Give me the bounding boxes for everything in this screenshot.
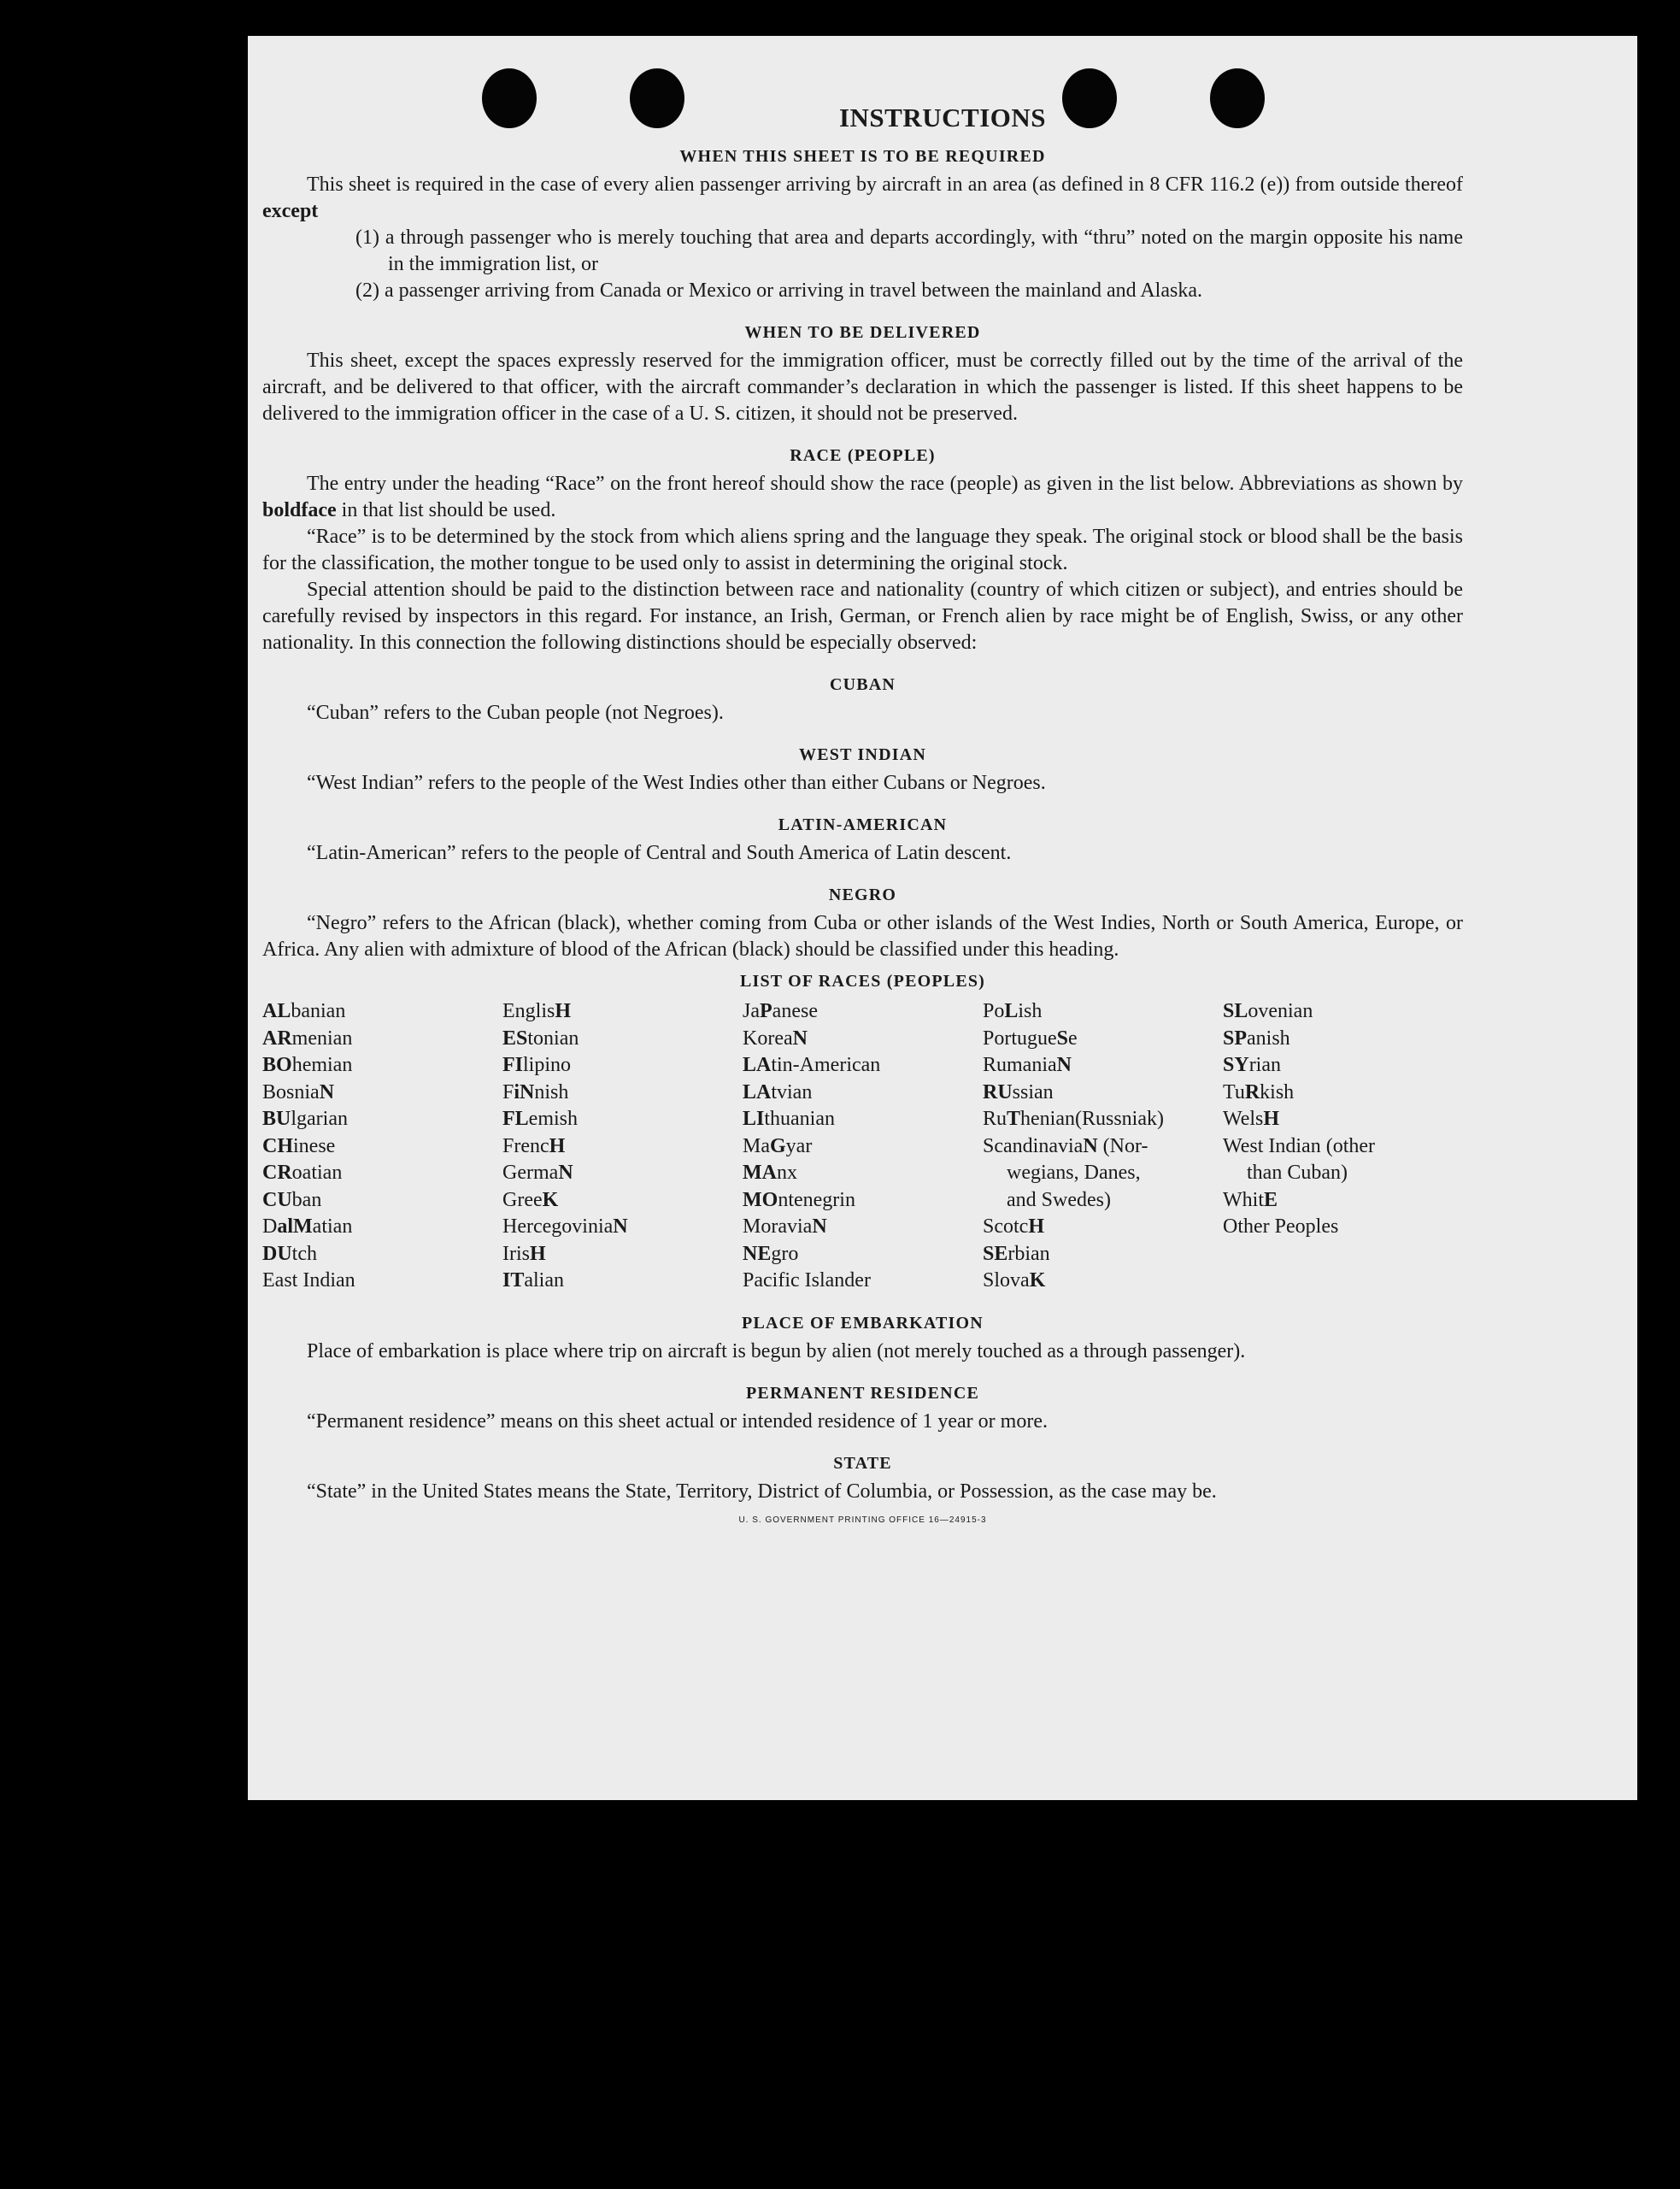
race-entry — [743, 1080, 983, 1107]
race-entry — [502, 1026, 743, 1053]
race-entry — [743, 1268, 983, 1295]
paragraph: This sheet, except the spaces expressly reserved for the immigration officer, must be correctly filled out by the time of the arrival of the aircraft, and be delivered to that officer, with the aircraft commander’s declaration in which the passenger is listed. If this sheet happens to be delivered to the immigration officer in the case of a U. S. citizen, it should not be preserved. — [262, 350, 1463, 425]
race-abbreviation: H — [549, 1134, 566, 1157]
section-heading: WHEN TO BE DELIVERED — [744, 323, 981, 342]
paragraph: “West Indian” refers to the people of the West Indies other than either Cubans or Negroes. — [307, 772, 1046, 794]
race-text: thuanian — [764, 1108, 835, 1130]
race-entry — [262, 1106, 502, 1133]
race-text: erma — [517, 1162, 559, 1184]
race-entry — [262, 1268, 502, 1295]
race-entry — [262, 1133, 502, 1161]
race-entry — [262, 1160, 502, 1187]
race-text: and Swedes) — [1007, 1188, 1111, 1211]
race-abbreviation: N — [319, 1080, 335, 1103]
race-entry — [502, 1133, 743, 1161]
race-entry — [983, 1106, 1223, 1133]
race-text: Pacific Islander — [743, 1269, 871, 1292]
race-abbreviation: al — [277, 1215, 294, 1238]
race-abbreviation: K — [542, 1188, 559, 1211]
race-text: kish — [1260, 1080, 1295, 1103]
race-text: candinavia — [994, 1134, 1084, 1157]
race-text: menian — [291, 1027, 353, 1050]
race-entry — [743, 1160, 983, 1187]
race-text: emish — [528, 1108, 578, 1130]
races-column — [1223, 998, 1463, 1295]
race-entry — [743, 1214, 983, 1241]
race-entry — [1223, 1133, 1463, 1161]
race-text: atian — [312, 1215, 353, 1238]
race-abbreviation: S — [1056, 1027, 1069, 1050]
race-text: M — [743, 1134, 761, 1157]
race-text: S — [983, 1134, 995, 1157]
race-entry — [983, 1160, 1223, 1187]
race-abbreviation: BU — [262, 1108, 291, 1130]
race-text: umania — [996, 1054, 1057, 1076]
section-heading: CUBAN — [829, 675, 896, 694]
race-entry — [262, 1214, 502, 1241]
section-heading: RACE (PEOPLE) — [790, 446, 936, 465]
paragraph-text: This sheet is required in the case of every alien passenger arriving by aircraft in an area (as defined in 8 CFR 116.2 (e)) from outside thereof — [307, 174, 1463, 196]
race-text: J — [743, 1000, 751, 1022]
race-text: cotc — [994, 1215, 1029, 1238]
race-entry — [743, 1026, 983, 1053]
race-entry — [262, 1026, 502, 1053]
race-text: P — [983, 1000, 995, 1022]
race-text: anese — [772, 1000, 818, 1022]
race-abbreviation: N — [558, 1162, 573, 1184]
race-text: ovenian — [1248, 1000, 1313, 1022]
race-abbreviation: H — [1263, 1108, 1280, 1130]
race-text: M — [743, 1215, 761, 1238]
race-abbreviation: N — [792, 1027, 808, 1050]
race-abbreviation: IT — [502, 1269, 525, 1292]
race-entry — [502, 1241, 743, 1268]
race-entry — [502, 1052, 743, 1080]
race-text: osnia — [276, 1080, 320, 1103]
race-text: o — [994, 1000, 1005, 1022]
race-text: R — [983, 1054, 997, 1076]
race-abbreviation: R — [1244, 1080, 1260, 1103]
race-text: nx — [776, 1162, 797, 1184]
race-abbreviation: SY — [1223, 1054, 1249, 1076]
race-text: renc — [514, 1134, 549, 1157]
race-abbreviation: NE — [743, 1242, 772, 1265]
race-abbreviation: LI — [743, 1108, 765, 1130]
race-abbreviation: BO — [262, 1054, 292, 1076]
race-text: a — [761, 1134, 770, 1157]
section-heading: NEGRO — [828, 886, 897, 904]
race-entry — [1223, 998, 1463, 1026]
race-abbreviation: FL — [502, 1108, 529, 1130]
race-text: u — [996, 1108, 1007, 1130]
race-abbreviation: AR — [262, 1027, 292, 1050]
section-heading: LIST OF RACES (PEOPLES) — [739, 972, 986, 991]
race-text: Other Peoples — [1223, 1215, 1339, 1238]
race-entry — [983, 1241, 1223, 1268]
race-text: ish — [1018, 1000, 1043, 1022]
paragraph — [262, 471, 1463, 524]
race-text: P — [983, 1027, 995, 1050]
race-entry — [1223, 1106, 1463, 1133]
race-text: F — [502, 1080, 514, 1103]
race-text: S — [983, 1269, 995, 1292]
race-text: West Indian (other — [1223, 1134, 1376, 1157]
race-abbreviation: E — [1264, 1188, 1278, 1211]
race-entry — [262, 1241, 502, 1268]
race-text: W — [1223, 1188, 1242, 1211]
paragraph: “Cuban” refers to the Cuban people (not Negroes). — [307, 702, 724, 724]
race-abbreviation: G — [770, 1134, 786, 1157]
race-text: T — [1223, 1080, 1235, 1103]
paragraph: “Negro” refers to the African (black), whether coming from Cuba or other islands of the West Indies, North or South America, Europe, or Africa. Any alien with admixture of blood of the African (black) should be classified under this heading. — [262, 912, 1463, 961]
race-entry — [983, 998, 1223, 1026]
race-text: oravia — [761, 1215, 813, 1238]
race-entry — [1223, 1052, 1463, 1080]
race-entry — [262, 998, 502, 1026]
race-abbreviation: N — [1083, 1134, 1098, 1157]
races-list — [262, 998, 1463, 1295]
race-abbreviation: H — [530, 1242, 546, 1265]
race-text: rbian — [1007, 1242, 1050, 1265]
race-entry — [743, 1241, 983, 1268]
races-column — [502, 998, 743, 1295]
race-abbreviation: FI — [502, 1054, 523, 1076]
race-entry — [502, 1214, 743, 1241]
instruction-sheet — [248, 36, 1637, 1800]
race-abbreviation: N — [812, 1215, 827, 1238]
paragraph: Place of embarkation is place where trip on aircraft is begun by alien (not merely touched as a through passenger). — [307, 1339, 1246, 1362]
race-abbreviation: L — [1004, 1000, 1019, 1022]
race-abbreviation: H — [1028, 1215, 1045, 1238]
race-entry — [1223, 1160, 1463, 1187]
race-text: nish — [534, 1080, 569, 1103]
race-text: ree — [517, 1188, 543, 1211]
paragraph: “Latin-American” refers to the people of Central and South America of Latin descent. — [307, 842, 1012, 864]
race-entry — [262, 1052, 502, 1080]
race-abbreviation: P — [760, 1000, 772, 1022]
race-entry — [502, 1160, 743, 1187]
race-text: ntenegrin — [778, 1188, 855, 1211]
race-text: East Indian — [262, 1269, 355, 1292]
section-heading: STATE — [833, 1453, 892, 1473]
paragraph: “Permanent residence” means on this sheet actual or intended residence of 1 year or more. — [307, 1409, 1048, 1433]
race-entry — [743, 1187, 983, 1215]
race-abbreviation: N — [613, 1215, 628, 1238]
instructions-body — [262, 138, 1463, 1525]
race-entry — [502, 998, 743, 1026]
race-abbreviation: M — [293, 1215, 313, 1238]
race-text: lipino — [523, 1054, 572, 1076]
race-entry — [1223, 1214, 1463, 1241]
race-entry — [262, 1187, 502, 1215]
race-text: F — [502, 1134, 514, 1157]
race-text: G — [502, 1188, 518, 1211]
races-column — [262, 998, 502, 1295]
race-text: ortugue — [994, 1027, 1057, 1050]
race-abbreviation: N — [1056, 1054, 1072, 1076]
section-heading: PERMANENT RESIDENCE — [745, 1383, 980, 1403]
race-entry — [1223, 1080, 1463, 1107]
race-text: tin-American — [771, 1054, 881, 1076]
race-abbreviation: SE — [983, 1242, 1008, 1265]
races-column — [983, 998, 1223, 1295]
race-text: tvian — [771, 1080, 813, 1103]
race-abbreviation: RU — [983, 1080, 1013, 1103]
section-heading: LATIN-AMERICAN — [778, 815, 948, 834]
race-abbreviation: SL — [1223, 1000, 1248, 1022]
race-abbreviation: T — [1007, 1108, 1021, 1130]
race-text: inese — [293, 1134, 336, 1157]
bold-text: except — [262, 200, 319, 222]
race-text: oatian — [291, 1162, 343, 1184]
race-entry — [743, 1052, 983, 1080]
paragraph-text: The entry under the heading “Race” on the front hereof should show the race (people) as given in the list below. Abbreviations as shown by — [307, 473, 1463, 495]
race-text: R — [983, 1108, 997, 1130]
races-column — [743, 998, 983, 1295]
race-text: hit — [1242, 1188, 1264, 1211]
race-text: orea — [757, 1027, 793, 1050]
race-entry — [983, 1133, 1223, 1161]
race-entry — [983, 1026, 1223, 1053]
section-heading: WHEN THIS SHEET IS TO BE REQUIRED — [679, 147, 1046, 166]
paragraph — [262, 172, 1463, 225]
race-abbreviation: LA — [743, 1080, 772, 1103]
race-text: ercegovinia — [517, 1215, 614, 1238]
race-entry — [262, 1080, 502, 1107]
race-text: u — [1234, 1080, 1245, 1103]
race-entry — [502, 1268, 743, 1295]
section-heading: PLACE OF EMBARKATION — [742, 1313, 984, 1333]
race-text: nglis — [514, 1000, 555, 1022]
race-abbreviation: LA — [743, 1054, 772, 1076]
race-abbreviation: ES — [502, 1027, 528, 1050]
race-abbreviation: CU — [262, 1188, 292, 1211]
page-title: INSTRUCTIONS — [838, 103, 1046, 132]
race-entry — [983, 1052, 1223, 1080]
race-text: hemian — [291, 1054, 353, 1076]
race-text: ris — [509, 1242, 530, 1265]
race-entry — [502, 1106, 743, 1133]
list-item: (1) a through passenger who is merely touching that area and departs accordingly, with “thru” noted on the margin opposite his name in the immigration list, or — [355, 227, 1463, 275]
race-abbreviation: AL — [262, 1000, 291, 1022]
list-item: (2) a passenger arriving from Canada or Mexico or arriving in travel between the mainland and Alaska. — [355, 280, 1202, 302]
paragraph: “State” in the United States means the State, Territory, District of Columbia, or Possession, as the case may be. — [307, 1480, 1217, 1503]
race-text: K — [743, 1027, 758, 1050]
race-abbreviation: MO — [743, 1188, 778, 1211]
race-text: wegians, Danes, — [1007, 1162, 1141, 1184]
race-text: G — [502, 1162, 518, 1184]
race-text: banian — [291, 1000, 346, 1022]
race-abbreviation: DU — [262, 1242, 292, 1265]
race-entry — [743, 1106, 983, 1133]
race-text: tonian — [527, 1027, 579, 1050]
race-text: tch — [291, 1242, 317, 1265]
race-text: e — [1068, 1027, 1078, 1050]
race-entry — [1223, 1187, 1463, 1215]
race-entry — [1223, 1026, 1463, 1053]
race-entry — [502, 1080, 743, 1107]
race-text: henian(Russniak) — [1020, 1108, 1164, 1130]
race-abbreviation: SP — [1223, 1027, 1248, 1050]
race-text: gro — [771, 1242, 799, 1265]
race-abbreviation: H — [555, 1000, 572, 1022]
race-entry — [502, 1187, 743, 1215]
race-text: els — [1240, 1108, 1264, 1130]
paragraph-text: in that list should be used. — [336, 499, 556, 521]
race-text: W — [1223, 1108, 1241, 1130]
race-text: ssian — [1012, 1080, 1054, 1103]
race-abbreviation: K — [1029, 1269, 1046, 1292]
race-text: I — [502, 1242, 509, 1265]
race-entry — [983, 1214, 1223, 1241]
printer-imprint: U. S. GOVERNMENT PRINTING OFFICE 16—24915-3 — [738, 1515, 987, 1525]
race-text: H — [502, 1215, 518, 1238]
race-text: D — [262, 1215, 278, 1238]
paragraph: “Race” is to be determined by the stock from which aliens spring and the language they speak. The original stock or blood shall be the basis for the classification, the mother tongue to be used only to assist in determining the original stock. — [262, 526, 1463, 574]
race-entry — [983, 1080, 1223, 1107]
section-heading: WEST INDIAN — [799, 745, 926, 764]
race-text: E — [502, 1000, 515, 1022]
race-abbreviation: iN — [514, 1080, 535, 1103]
race-abbreviation: MA — [743, 1162, 777, 1184]
race-text: alian — [524, 1269, 564, 1292]
race-text: a — [750, 1000, 760, 1022]
race-entry — [983, 1268, 1223, 1295]
race-text: (Nor- — [1097, 1134, 1148, 1157]
race-entry — [743, 998, 983, 1026]
race-text: B — [262, 1080, 277, 1103]
race-entry — [743, 1133, 983, 1161]
paragraph: Special attention should be paid to the distinction between race and nationality (country of which citizen or subject), and entries should be carefully revised by inspectors in this regard. For instance, an Irish, German, or French alien by race might be of English, Swiss, or any other nationality. In this connection the following distinctions should be especially observed: — [262, 579, 1463, 654]
race-text: rian — [1248, 1054, 1281, 1076]
bold-text: boldface — [262, 499, 337, 521]
race-abbreviation: CH — [262, 1134, 293, 1157]
race-text: S — [983, 1215, 995, 1238]
race-text: than Cuban) — [1247, 1162, 1348, 1184]
race-abbreviation: CR — [262, 1162, 292, 1184]
race-text: ban — [291, 1188, 322, 1211]
race-text: lgarian — [291, 1108, 348, 1130]
race-text: anish — [1247, 1027, 1290, 1050]
race-entry — [983, 1187, 1223, 1215]
race-text: lova — [994, 1269, 1030, 1292]
race-text: yar — [785, 1134, 813, 1157]
